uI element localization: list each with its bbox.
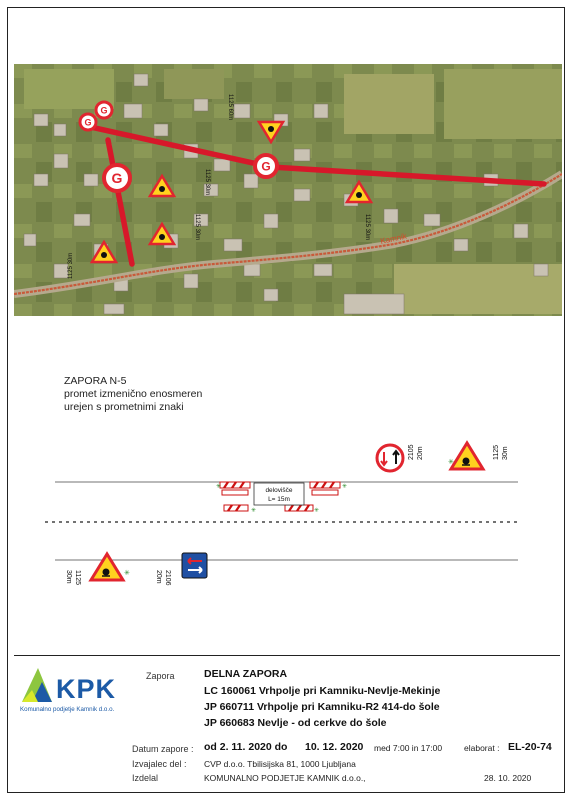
logo-subtitle: Komunalno podjetje Kamnik d.o.o. xyxy=(20,706,115,713)
road-line-1: LC 160061 Vrhpolje pri Kamniku-Nevlje-Mekinje xyxy=(204,685,441,697)
g-sign xyxy=(104,165,130,191)
sign-2106-distance: 20m xyxy=(155,570,162,584)
svg-text:G: G xyxy=(100,105,108,116)
closure-title: ZAPORA N-5 xyxy=(64,375,127,387)
izdelal-value: KOMUNALNO PODJETJE KAMNIK d.o.o., xyxy=(204,773,366,783)
time-range: med 7:00 in 17:00 xyxy=(374,743,443,753)
road-line-2: JP 660711 Vrhpolje pri Kamniku-R2 414-do šole xyxy=(204,701,440,713)
sign-1125-bottom-code: 1125 xyxy=(74,570,81,586)
sign-2105-distance: 20m xyxy=(417,446,424,460)
field-patch xyxy=(344,74,434,134)
sign-1125-bottom-distance: 30m xyxy=(65,570,72,584)
sign-1125-top-code: 1125 xyxy=(493,444,500,460)
izdelal-label: Izdelal xyxy=(132,773,159,783)
date-to: 10. 12. 2020 xyxy=(305,741,364,753)
sign-2106-code: 2106 xyxy=(164,570,171,586)
izvajalec-value: CVP d.o.o. Tbilisijska 81, 1000 Ljubljana xyxy=(204,759,356,769)
svg-text:✳: ✳ xyxy=(448,459,454,466)
closure-line2: promet izmenično enosmeren xyxy=(64,388,203,400)
svg-text:✳: ✳ xyxy=(342,484,348,490)
closure-description xyxy=(64,375,202,414)
svg-text:G: G xyxy=(261,159,271,174)
sign-2105-code: 2105 xyxy=(408,444,415,460)
elaborat-label: elaborat : xyxy=(464,743,500,753)
priority-over-oncoming-sign-icon xyxy=(182,553,207,578)
no-priority-sign-icon xyxy=(377,445,403,471)
g-sign xyxy=(80,114,96,130)
svg-text:✳: ✳ xyxy=(251,508,257,514)
barrier xyxy=(222,490,248,495)
g-sign xyxy=(255,155,277,177)
aerial-map xyxy=(14,64,562,316)
closure-schematic xyxy=(0,430,574,610)
date-from: od 2. 11. 2020 do xyxy=(204,741,288,753)
izvajalec-label: Izvajalec del : xyxy=(132,759,187,769)
work-zone-length: L= 15m xyxy=(268,496,290,503)
logo-text: KPK xyxy=(56,674,117,704)
road-label: Kamnik xyxy=(379,231,408,246)
zapora-label: Zapora xyxy=(146,671,175,681)
svg-text:✳: ✳ xyxy=(124,570,130,577)
road-line-3: JP 660683 Nevlje - od cerkve do šole xyxy=(204,717,387,729)
zapora-type: DELNA ZAPORA xyxy=(204,668,288,680)
svg-text:G: G xyxy=(84,117,92,128)
field-patch xyxy=(164,69,224,99)
svg-text:G: G xyxy=(111,170,123,186)
aerial-map-svg xyxy=(14,64,562,316)
field-patch xyxy=(444,69,562,139)
length-label: 1125 30m xyxy=(194,214,200,241)
elaborat-value: EL-20-74 xyxy=(508,741,552,753)
date-label: Datum zapore : xyxy=(132,744,194,754)
work-zone xyxy=(216,482,347,514)
length-label: 1125 30m xyxy=(204,169,210,196)
svg-text:✳: ✳ xyxy=(314,508,320,514)
kpk-logo xyxy=(18,662,148,722)
length-label: 1125 30m xyxy=(68,252,74,279)
roadwork-warning-icon xyxy=(91,554,123,580)
sign-1125-top-distance: 30m xyxy=(502,446,509,460)
length-label: 1125 30m xyxy=(364,214,370,241)
footer-divider xyxy=(14,655,560,656)
roadwork-warning-icon xyxy=(451,443,483,469)
closure-line3: urejen s prometnimi znaki xyxy=(64,401,184,413)
length-label: 1125 60m xyxy=(227,94,233,121)
g-sign xyxy=(96,102,112,118)
svg-text:✳: ✳ xyxy=(216,484,222,490)
izdelal-date: 28. 10. 2020 xyxy=(484,773,532,783)
barrier xyxy=(312,490,338,495)
work-zone-label: delovišče xyxy=(265,487,293,494)
